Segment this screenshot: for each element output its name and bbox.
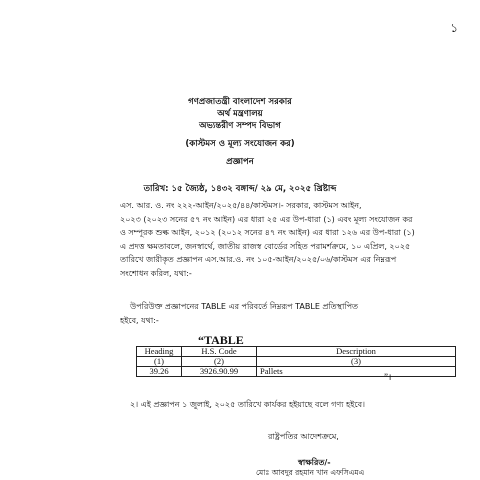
column-header-heading: Heading bbox=[137, 347, 182, 357]
header-wing: (কাস্টমস ও মূল্য সংযোজন কর) bbox=[185, 139, 295, 149]
cell-hs-code: 3926.90.99 bbox=[182, 367, 257, 377]
column-header-hs-code: H.S. Code bbox=[182, 347, 257, 357]
paragraph-line: এস. আর. ও. নং ২২২-আইন/২০২৫/৪৪/কাস্টমস।- সরকার, কাস্টমস আইন, bbox=[120, 201, 362, 210]
header-ministry: অর্থ মন্ত্রণালয় bbox=[217, 109, 263, 119]
cell-description: Pallets bbox=[257, 367, 456, 377]
header-notification: প্রজ্ঞাপন bbox=[226, 157, 254, 167]
table-title: “TABLE bbox=[198, 333, 244, 347]
paragraph-line: ২০২৩ (২০২৩ সনের ৫৭ নং আইন) এর ধারা ২৫ এর উপ-ধারা (১) এবং মূল্য সংযোজন কর bbox=[120, 214, 413, 224]
paragraph-line: হইবে, যথা:- bbox=[120, 315, 159, 325]
cell-heading: 39.26 bbox=[137, 367, 182, 377]
table-end-quote: ”। bbox=[384, 372, 392, 382]
table-header-row bbox=[137, 347, 456, 357]
paragraph-substitution bbox=[120, 300, 422, 327]
column-number: (2) bbox=[182, 357, 257, 367]
header-division: অভ্যন্তরীণ সম্পদ বিভাগ bbox=[199, 121, 281, 131]
header-government: গণপ্রজাতন্ত্রী বাংলাদেশ সরকার bbox=[188, 97, 292, 107]
paragraph-main bbox=[120, 199, 422, 280]
signer-name: মোঃ আবদুর রহমান খান এফসিএমএ bbox=[256, 468, 365, 477]
document-header bbox=[0, 96, 480, 168]
column-header-description: Description bbox=[257, 347, 456, 357]
hs-code-table bbox=[136, 346, 456, 377]
paragraph-line: সংশোধন করিল, যথা:- bbox=[120, 268, 192, 278]
closing-order: রাষ্ট্রপতির আদেশক্রমে, bbox=[268, 432, 339, 441]
paragraph-line: ও সম্পূরক শুল্ক আইন, ২০১২ (২০১২ সনের ৪৭ নং আইন) এর ধারা ১২৬ এর উপ-ধারা (১) bbox=[120, 228, 415, 237]
document-date: তারিখ: ১৫ জ্যৈষ্ঠ, ১৪৩২ বঙ্গাব্দ/ ২৯ মে, ২০২৫ খ্রিষ্টাব্দ bbox=[143, 184, 337, 194]
paragraph-effective-date: ২। এই প্রজ্ঞাপন ১ জুলাই, ২০২৫ তারিখে কার্যকর হইয়াছে বলে গণ্য হইবে। bbox=[130, 400, 365, 409]
paragraph-line: এ প্রদত্ত ক্ষমতাবলে, জনস্বার্থে, জাতীয় রাজস্ব বোর্ডের সহিত পরামর্শক্রমে, ১০ এপ্রিল, ২০২৫ bbox=[120, 241, 411, 251]
page-number: ১ bbox=[450, 21, 458, 35]
column-number: (3) bbox=[257, 357, 456, 367]
paragraph-line: উপরিউক্ত প্রজ্ঞাপনের TABLE এর পরিবর্তে নিম্নরূপ TABLE প্রতিস্থাপিত bbox=[130, 302, 359, 311]
column-number: (1) bbox=[137, 357, 182, 367]
signature-mark: স্বাক্ষরিত/- bbox=[298, 458, 331, 467]
table-row bbox=[137, 367, 456, 377]
table-number-row bbox=[137, 357, 456, 367]
paragraph-line: তারিখে জারীকৃত প্রজ্ঞাপন এস.আর.ও. নং ১০৫-আইন/২০২৫/০৬/কাস্টমস এর নিম্নরূপ bbox=[120, 255, 397, 264]
